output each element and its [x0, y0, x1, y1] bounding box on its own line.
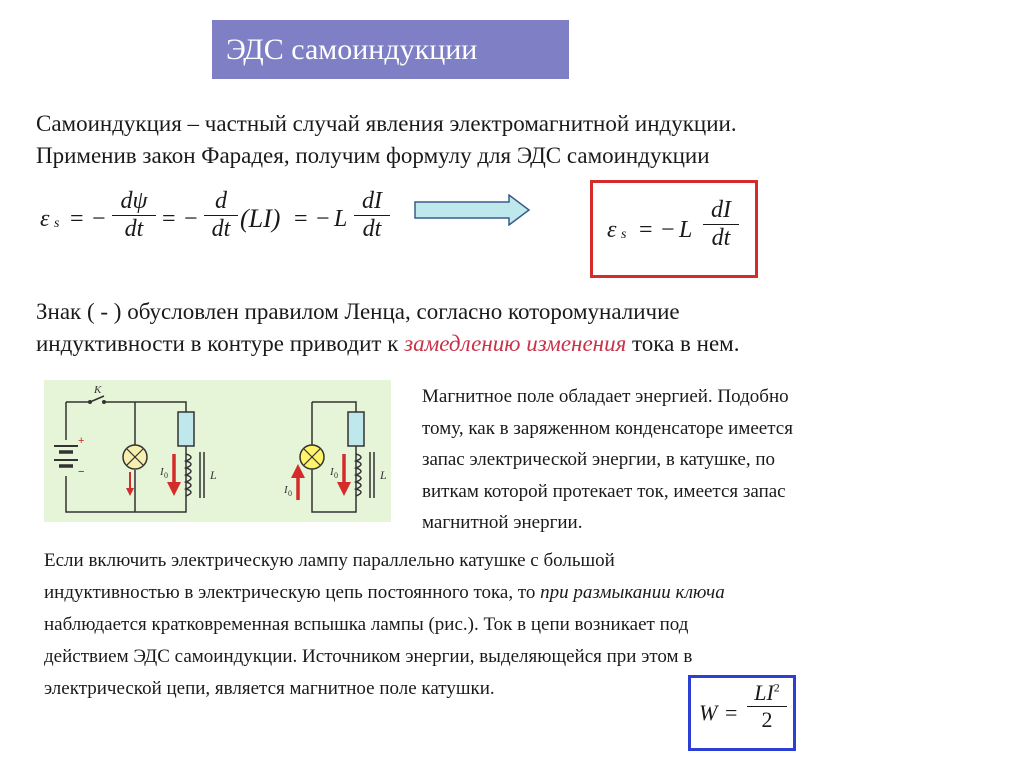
lenz-rule-text [36, 296, 996, 360]
result-emf-symbol: ε [607, 217, 617, 243]
coil-label: L [210, 468, 217, 482]
minus-sign-2: − [184, 206, 198, 232]
bottom-line-2-emphasis: при размыкании ключа [540, 582, 725, 603]
energy-line-5: магнитной энергии. [422, 512, 583, 533]
emf-derivation-formula [36, 188, 416, 256]
circuit-diagram-panel [44, 380, 391, 522]
bottom-line-4: действием ЭДС самоиндукции. Источником энергии, выделяющейся при этом в [44, 646, 693, 667]
energy-symbol: W [699, 700, 718, 725]
coil-icon [186, 452, 204, 498]
bottom-line-5: электрической цепи, является магнитное поле катушки. [44, 678, 495, 699]
fraction-dpsi-dt [112, 188, 156, 243]
coil-2-current-sub: 0 [334, 471, 338, 480]
lenz-emphasis: замедлению изменения [404, 331, 627, 356]
fraction-di-dt [354, 188, 390, 243]
energy-formula-box [688, 675, 796, 751]
coil-current-sub: 0 [164, 471, 168, 480]
denominator-dt-2: dt [211, 216, 231, 242]
key-contact-1 [88, 400, 92, 404]
result-minus-sign: − [661, 217, 675, 243]
energy-fraction [747, 680, 787, 733]
lenz-line-2 [36, 328, 996, 360]
intro-line-1: Самоиндукция – частный случай явления электромагнитной индукции. [36, 111, 737, 136]
coil-current-label: I [160, 466, 164, 478]
intro-text [36, 108, 996, 172]
battery-minus: − [78, 466, 85, 478]
lenz-line-1: Знак ( - ) обусловлен правилом Ленца, согласно которомуналичие [36, 299, 680, 324]
energy-line-4: виткам которой протекает ток, имеется запас [422, 480, 786, 502]
resistor-icon [178, 412, 194, 446]
minus-sign-3: − [316, 206, 330, 232]
energy-line-3: запас электрической энергии, в катушке, по [422, 449, 775, 470]
bottom-line-2 [44, 577, 984, 609]
coil-2-icon [356, 452, 374, 498]
energy-line-1: Магнитное поле обладает энергией. Подобно [422, 386, 789, 407]
result-inductance-symbol: L [679, 217, 693, 243]
equals-sign-3: = [294, 206, 308, 232]
result-numerator-di: dI [711, 197, 731, 223]
battery-plus: + [78, 435, 85, 447]
slide-title: ЭДС самоиндукции [212, 20, 569, 79]
result-formula-box [590, 180, 758, 278]
key-label: K [94, 384, 102, 396]
inductance-symbol: L [334, 206, 348, 232]
lamp-current-sub: 0 [288, 489, 292, 498]
denominator-dt-3: dt [362, 216, 382, 242]
resistor-2-icon [348, 412, 364, 446]
emf-symbol: ε [40, 206, 50, 232]
result-fraction-di-dt [703, 197, 739, 252]
bottom-line-2-start: индуктивностью в электрическую цепь постоянного тока, то [44, 582, 541, 603]
numerator-dpsi: dψ [120, 188, 148, 214]
bottom-line-1: Если включить электрическую лампу параллельно катушке с большой [44, 550, 615, 571]
energy-square: 2 [773, 680, 780, 695]
lamp-current-label: I [284, 484, 288, 496]
denominator-dt: dt [124, 216, 144, 242]
lamp-experiment-text [44, 545, 984, 705]
circuit-diagrams [44, 380, 391, 522]
energy-numerator [747, 680, 787, 706]
magnetic-energy-text [422, 381, 982, 539]
minus-sign: − [92, 206, 106, 232]
energy-equals-sign: = [725, 700, 738, 725]
numerator-d: d [215, 188, 227, 214]
right-arrow-icon [413, 194, 533, 226]
fraction-d-dt [204, 188, 238, 243]
result-equals-sign: = [639, 217, 653, 243]
lenz-line-2-end: тока в нем. [626, 331, 740, 356]
numerator-di: dI [362, 188, 382, 214]
key-contact-2 [102, 400, 106, 404]
energy-li: LI [754, 680, 774, 705]
lenz-line-2-start: индуктивности в контуре приводит к [36, 331, 405, 356]
energy-line-2: тому, как в заряженном конденсаторе имеется [422, 417, 793, 439]
intro-line-2: Применив закон Фарадея, получим формулу для ЭДС самоиндукции [36, 143, 710, 168]
equals-sign-2: = [162, 206, 176, 232]
li-term: (LI) [240, 204, 281, 233]
result-emf-subscript: s [621, 227, 627, 242]
coil-2-label: L [380, 468, 387, 482]
bottom-line-3: наблюдается кратковременная вспышка лампы (рис.). Ток в цепи возникает под [44, 614, 689, 635]
emf-subscript: s [54, 216, 60, 231]
energy-denominator: 2 [761, 707, 773, 732]
result-denominator-dt: dt [711, 225, 731, 251]
equals-sign: = [70, 206, 84, 232]
coil-2-current-label: I [330, 466, 334, 478]
